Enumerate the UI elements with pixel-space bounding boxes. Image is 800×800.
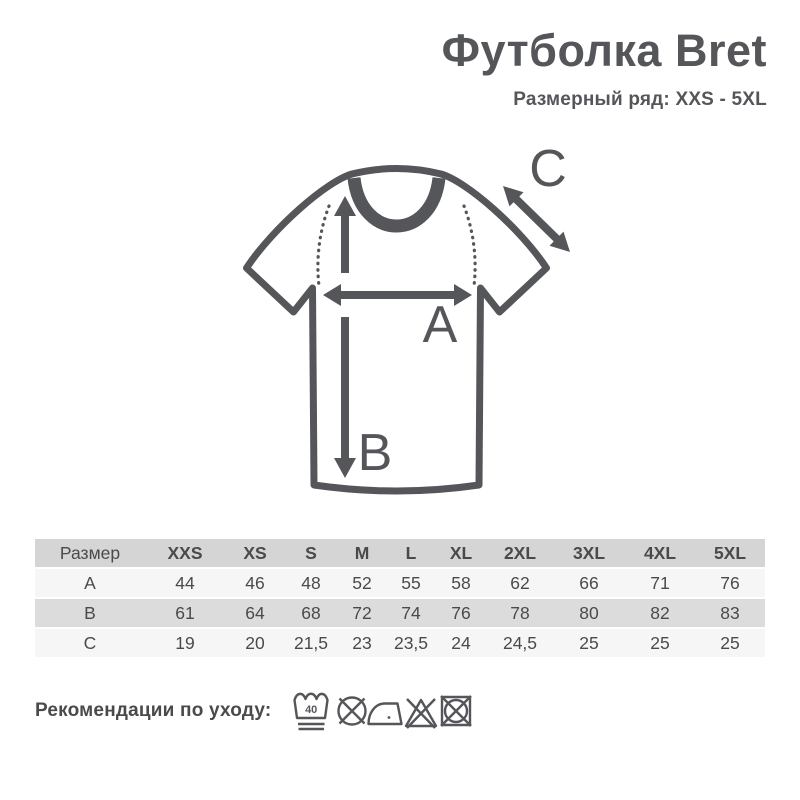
cell: 24 bbox=[451, 632, 471, 653]
cell: 23,5 bbox=[393, 632, 429, 653]
cell: 52 bbox=[352, 572, 372, 593]
label-a: A bbox=[422, 296, 458, 354]
do-not-tumble-dry-icon bbox=[441, 696, 471, 726]
cell: 46 bbox=[245, 572, 265, 593]
tshirt-measurement-diagram bbox=[225, 140, 595, 510]
col-header: M bbox=[354, 542, 370, 563]
cell: 48 bbox=[301, 572, 321, 593]
table-row-a bbox=[35, 569, 765, 597]
col-header: L bbox=[405, 542, 417, 563]
header bbox=[442, 26, 767, 111]
cell: 74 bbox=[401, 602, 421, 623]
cell: 83 bbox=[720, 602, 740, 623]
do-not-bleach-icon bbox=[406, 699, 436, 728]
product-title: Футболка Bret bbox=[441, 25, 767, 76]
cell: 80 bbox=[579, 602, 599, 623]
cell: 68 bbox=[301, 602, 321, 623]
size-table bbox=[35, 539, 765, 659]
cell: 25 bbox=[650, 632, 670, 653]
cell: 23 bbox=[352, 632, 372, 653]
cell: 58 bbox=[451, 572, 471, 593]
cell: 71 bbox=[650, 572, 670, 593]
col-header: XXS bbox=[167, 542, 203, 563]
label-c: C bbox=[529, 140, 567, 198]
cell: 78 bbox=[510, 602, 530, 623]
cell: 44 bbox=[175, 572, 195, 593]
cell: 64 bbox=[245, 602, 265, 623]
cell: 61 bbox=[175, 602, 195, 623]
table-row-c bbox=[35, 629, 765, 657]
cell: 66 bbox=[579, 572, 599, 593]
neck-top-edge bbox=[352, 169, 441, 175]
label-b: B bbox=[357, 424, 393, 482]
cell: 19 bbox=[175, 632, 195, 653]
size-range-subtitle: Размерный ряд: XXS - 5XL bbox=[513, 88, 767, 110]
cell: 25 bbox=[720, 632, 740, 653]
iron-low-temperature-icon bbox=[369, 704, 402, 725]
cell: 25 bbox=[579, 632, 599, 653]
col-header: Размер bbox=[59, 542, 121, 563]
col-header: S bbox=[305, 542, 317, 563]
cell: 55 bbox=[401, 572, 421, 593]
col-header: XS bbox=[243, 542, 267, 563]
wash-40-gentle-icon bbox=[295, 694, 328, 729]
cell: 62 bbox=[510, 572, 530, 593]
cell: 20 bbox=[245, 632, 265, 653]
col-header: 3XL bbox=[572, 542, 606, 563]
col-header: 5XL bbox=[713, 542, 747, 563]
row-label: C bbox=[83, 632, 97, 653]
col-header: 4XL bbox=[643, 542, 677, 563]
cell: 72 bbox=[352, 602, 372, 623]
size-table-header-row bbox=[35, 539, 765, 567]
care-label: Рекомендации по уходу: bbox=[35, 700, 272, 721]
wash-temperature: 40 bbox=[305, 704, 318, 716]
col-header: XL bbox=[449, 542, 473, 563]
table-row-b bbox=[35, 599, 765, 627]
row-label: B bbox=[84, 602, 96, 623]
cell: 21,5 bbox=[293, 632, 329, 653]
cell: 82 bbox=[650, 602, 670, 623]
row-label: A bbox=[84, 572, 96, 593]
do-not-dry-clean-icon bbox=[339, 698, 366, 725]
cell: 76 bbox=[720, 572, 740, 593]
cell: 24,5 bbox=[502, 632, 538, 653]
care-recommendations bbox=[35, 686, 484, 736]
care-icons bbox=[292, 687, 484, 735]
col-header: 2XL bbox=[503, 542, 537, 563]
cell: 76 bbox=[451, 602, 471, 623]
